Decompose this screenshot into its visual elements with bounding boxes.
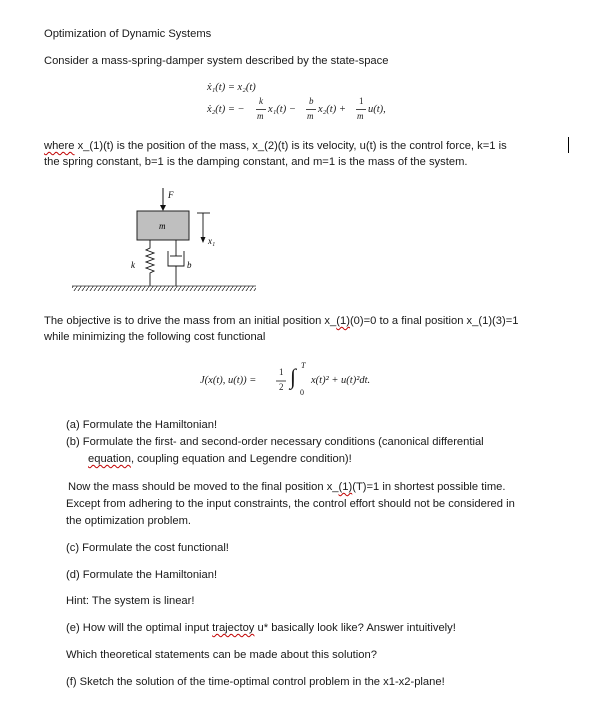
- half-num: 1: [279, 367, 284, 377]
- question-b-line-2: equation, coupling equation and Legendre condition)!: [88, 453, 352, 465]
- question-b-line-1: (b) Formulate the first- and second-order necessary conditions (canonical differential: [66, 436, 484, 448]
- question-e: (e) How will the optimal input trajectoy u* basically look like? Answer intuitively!: [66, 622, 456, 634]
- objective-line-2: while minimizing the following cost functional: [44, 331, 266, 343]
- hint-text: Hint: The system is linear!: [66, 595, 195, 607]
- cost-lhs: J(x(t), u(t)) =: [200, 375, 257, 386]
- ground: [72, 286, 256, 291]
- equation-2-end: u(t),: [368, 104, 386, 115]
- spring-label: k: [131, 260, 135, 270]
- integral-lower: 0: [300, 388, 304, 397]
- integrand: x(t)² + u(t)²dt.: [311, 375, 371, 386]
- frac-m1: m: [257, 111, 264, 121]
- frac-m3: m: [357, 111, 364, 121]
- misspelled-where: where: [44, 140, 75, 152]
- mass-spring-damper-diagram: [0, 0, 600, 300]
- time-optimal-line-1: Now the mass should be moved to the final position x_(1)(T)=1 in shortest possible time.: [68, 481, 506, 493]
- time-optimal-line-3: the optimization problem.: [66, 515, 191, 527]
- equation-2-lhs: ẋ₂(t) = −: [207, 104, 245, 115]
- page-title: Optimization of Dynamic Systems: [44, 28, 212, 40]
- where-line-1: where x_(1)(t) is the position of the mass, x_(2)(t) is its velocity, u(t) is the control force, k=1 is: [44, 140, 507, 152]
- frac-k: k: [259, 96, 263, 106]
- misspelled-trajectoy: trajectoy: [212, 622, 255, 634]
- damper-label: b: [187, 260, 192, 270]
- frac-m2: m: [307, 111, 314, 121]
- equation-2-mid1: x₁(t) −: [268, 104, 296, 115]
- integral-sign: ∫: [290, 364, 297, 389]
- equation-1: ẋ₁(t) = x₂(t): [207, 82, 256, 93]
- equation-2-mid2: x₂(t) +: [318, 104, 346, 115]
- spring: [146, 240, 154, 286]
- frac-one: 1: [359, 96, 364, 106]
- question-c: (c) Formulate the cost functional!: [66, 542, 229, 554]
- integral-upper: T: [301, 361, 306, 370]
- objective-line-1: The objective is to drive the mass from an initial position x_(1)(0)=0 to a final position x_(1)(3)=1: [44, 315, 519, 327]
- time-optimal-line-2: Except from adhering to the input constraints, the control effort should not be considered in: [66, 498, 515, 510]
- mass-label: m: [159, 221, 166, 231]
- half-den: 2: [279, 382, 284, 392]
- question-a: (a) Formulate the Hamiltonian!: [66, 419, 218, 431]
- intro-text: Consider a mass-spring-damper system described by the state-space: [44, 55, 389, 67]
- question-f: (f) Sketch the solution of the time-optimal control problem in the x1-x2-plane!: [66, 676, 445, 688]
- force-label: F: [168, 190, 174, 200]
- question-e-followup: Which theoretical statements can be made about this solution?: [66, 649, 377, 661]
- position-label: x₁: [208, 236, 216, 246]
- where-line-2: the spring constant, b=1 is the damping constant, and m=1 is the mass of the system.: [44, 156, 468, 168]
- question-d: (d) Formulate the Hamiltonian!: [66, 569, 218, 581]
- frac-b: b: [309, 96, 314, 106]
